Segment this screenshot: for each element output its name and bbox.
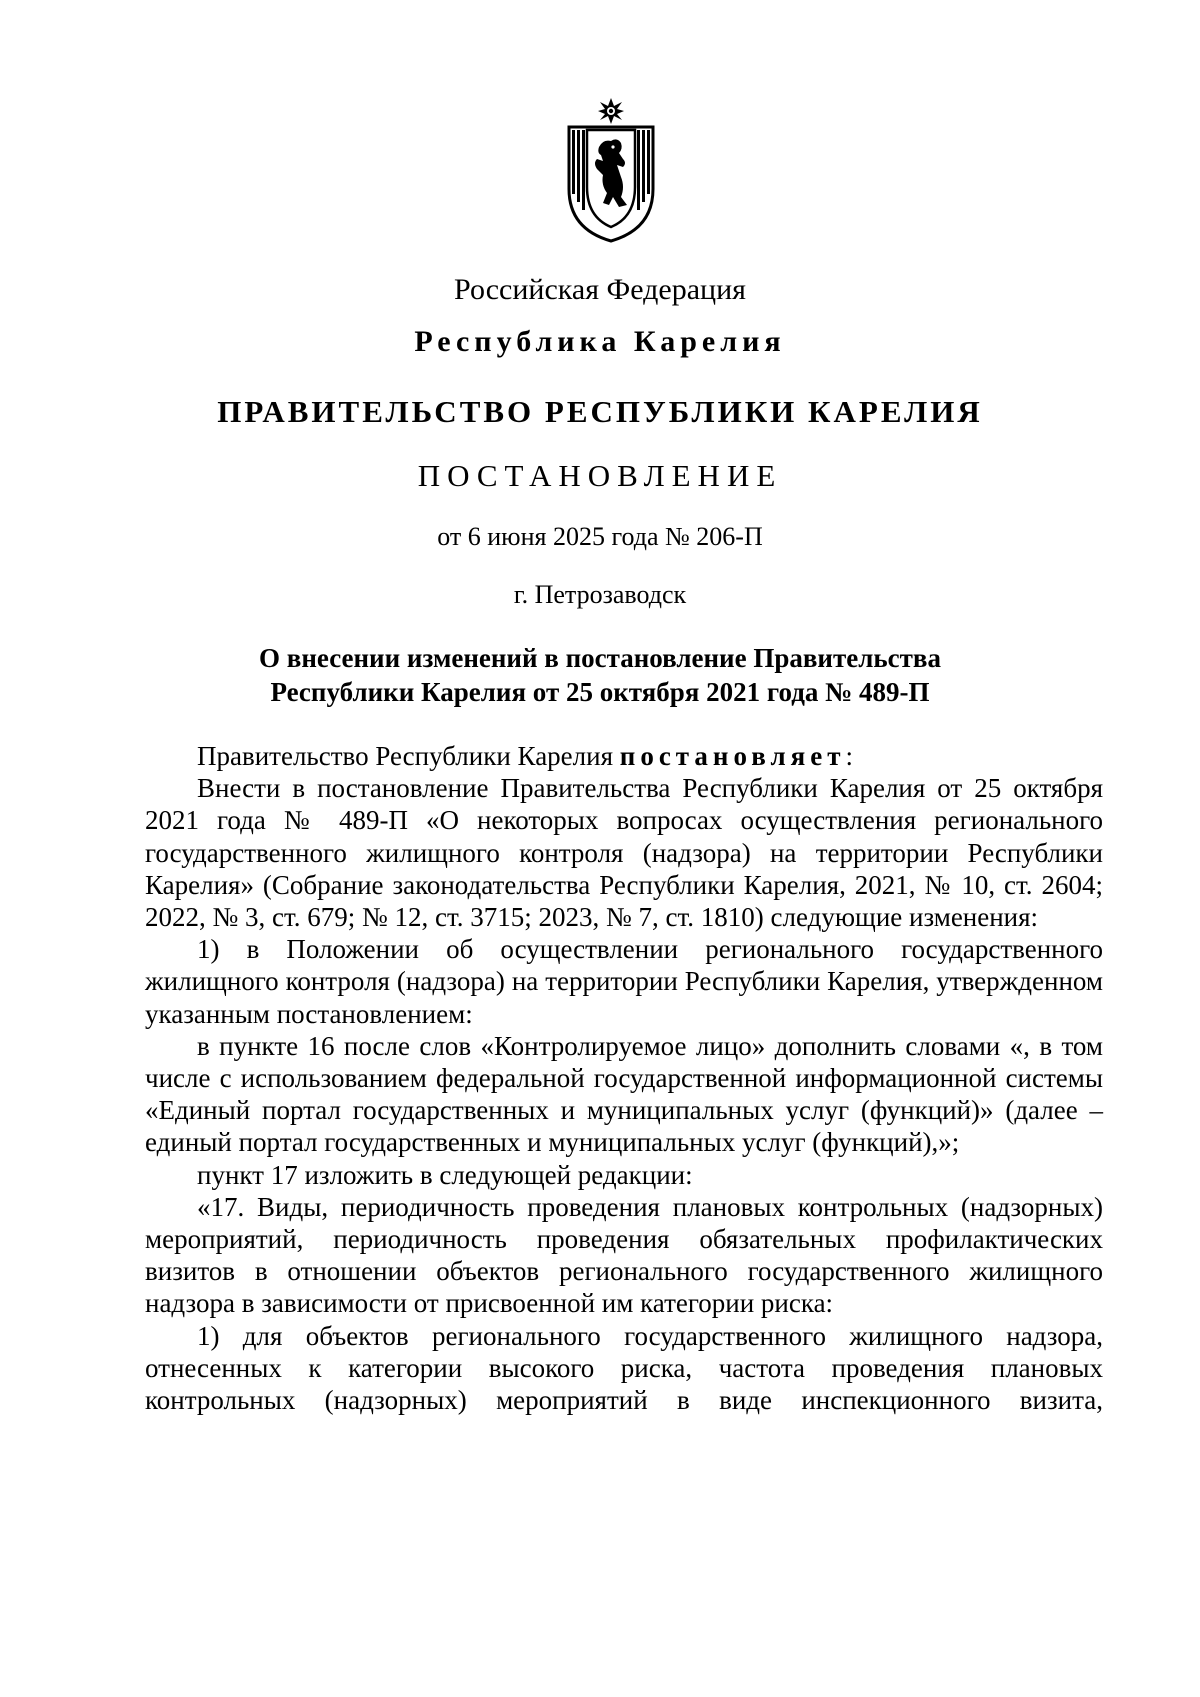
country-name: Российская Федерация (454, 273, 746, 306)
body-paragraph-3: в пункте 16 после слов «Контролируемое лицо» дополнить словами «, в том числе с использованием федеральной государственной информационной системы «Единый портал государственных и муниципальных услуг (функций)» (далее – единый портал государственных и муниципальных услуг (функций),»; (145, 1030, 1103, 1158)
document-city: г. Петрозаводск (513, 580, 687, 609)
body-paragraph-1: Внести в постановление Правительства Республики Карелия от 25 октября 2021 года № 489-П «О некоторых вопросах осуществления регионального государственного жилищного контроля (надзора) на территории Республики Карелия» (Собрание законодательства Республики Карелия, 2021, № 10, ст. 2604; 2022, № 3, ст. 679; № 12, ст. 3715; 2023, № 7, ст. 1810) следующие изменения: (145, 773, 1103, 933)
document-subject (0, 641, 1200, 709)
intro-suffix: : (845, 741, 854, 771)
body-paragraph-4: пункт 17 изложить в следующей редакции: (197, 1159, 693, 1190)
body-paragraph-6: 1) для объектов регионального государственного жилищного надзора, отнесенных к категории высокого риска, частота проведения плановых контрольных (надзорных) мероприятий в виде инспекционного визита, (145, 1320, 1103, 1416)
body-paragraph-5: «17. Виды, периодичность проведения плановых контрольных (надзорных) мероприятий, периодичность проведения обязательных профилактических визитов в отношении объектов регионального государственного жилищного надзора в зависимости от присвоенной им категории риска: (145, 1191, 1103, 1319)
subject-line-2: Республики Карелия от 25 октября 2021 года № 489-П (270, 677, 930, 707)
subject-line-1: О внесении изменений в постановление Правительства (259, 643, 941, 673)
intro-prefix: Правительство Республики Карелия (197, 741, 620, 771)
government-name: ПРАВИТЕЛЬСТВО РЕСПУБЛИКИ КАРЕЛИЯ (217, 394, 983, 429)
republic-name: Республика Карелия (414, 325, 786, 358)
intro-paragraph (145, 740, 1103, 772)
intro-verb: постановляет (619, 741, 846, 771)
document-body (145, 740, 1103, 1416)
karelia-coat-of-arms-icon (563, 97, 659, 243)
body-paragraph-2: 1) в Положении об осуществлении регионального государственного жилищного контроля (надзора) на территории Республики Карелия, утвержденном указанным постановлением: (145, 934, 1103, 1029)
document-date-number: от 6 июня 2025 года № 206-П (437, 522, 763, 551)
document-type: ПОСТАНОВЛЕНИЕ (417, 458, 783, 493)
